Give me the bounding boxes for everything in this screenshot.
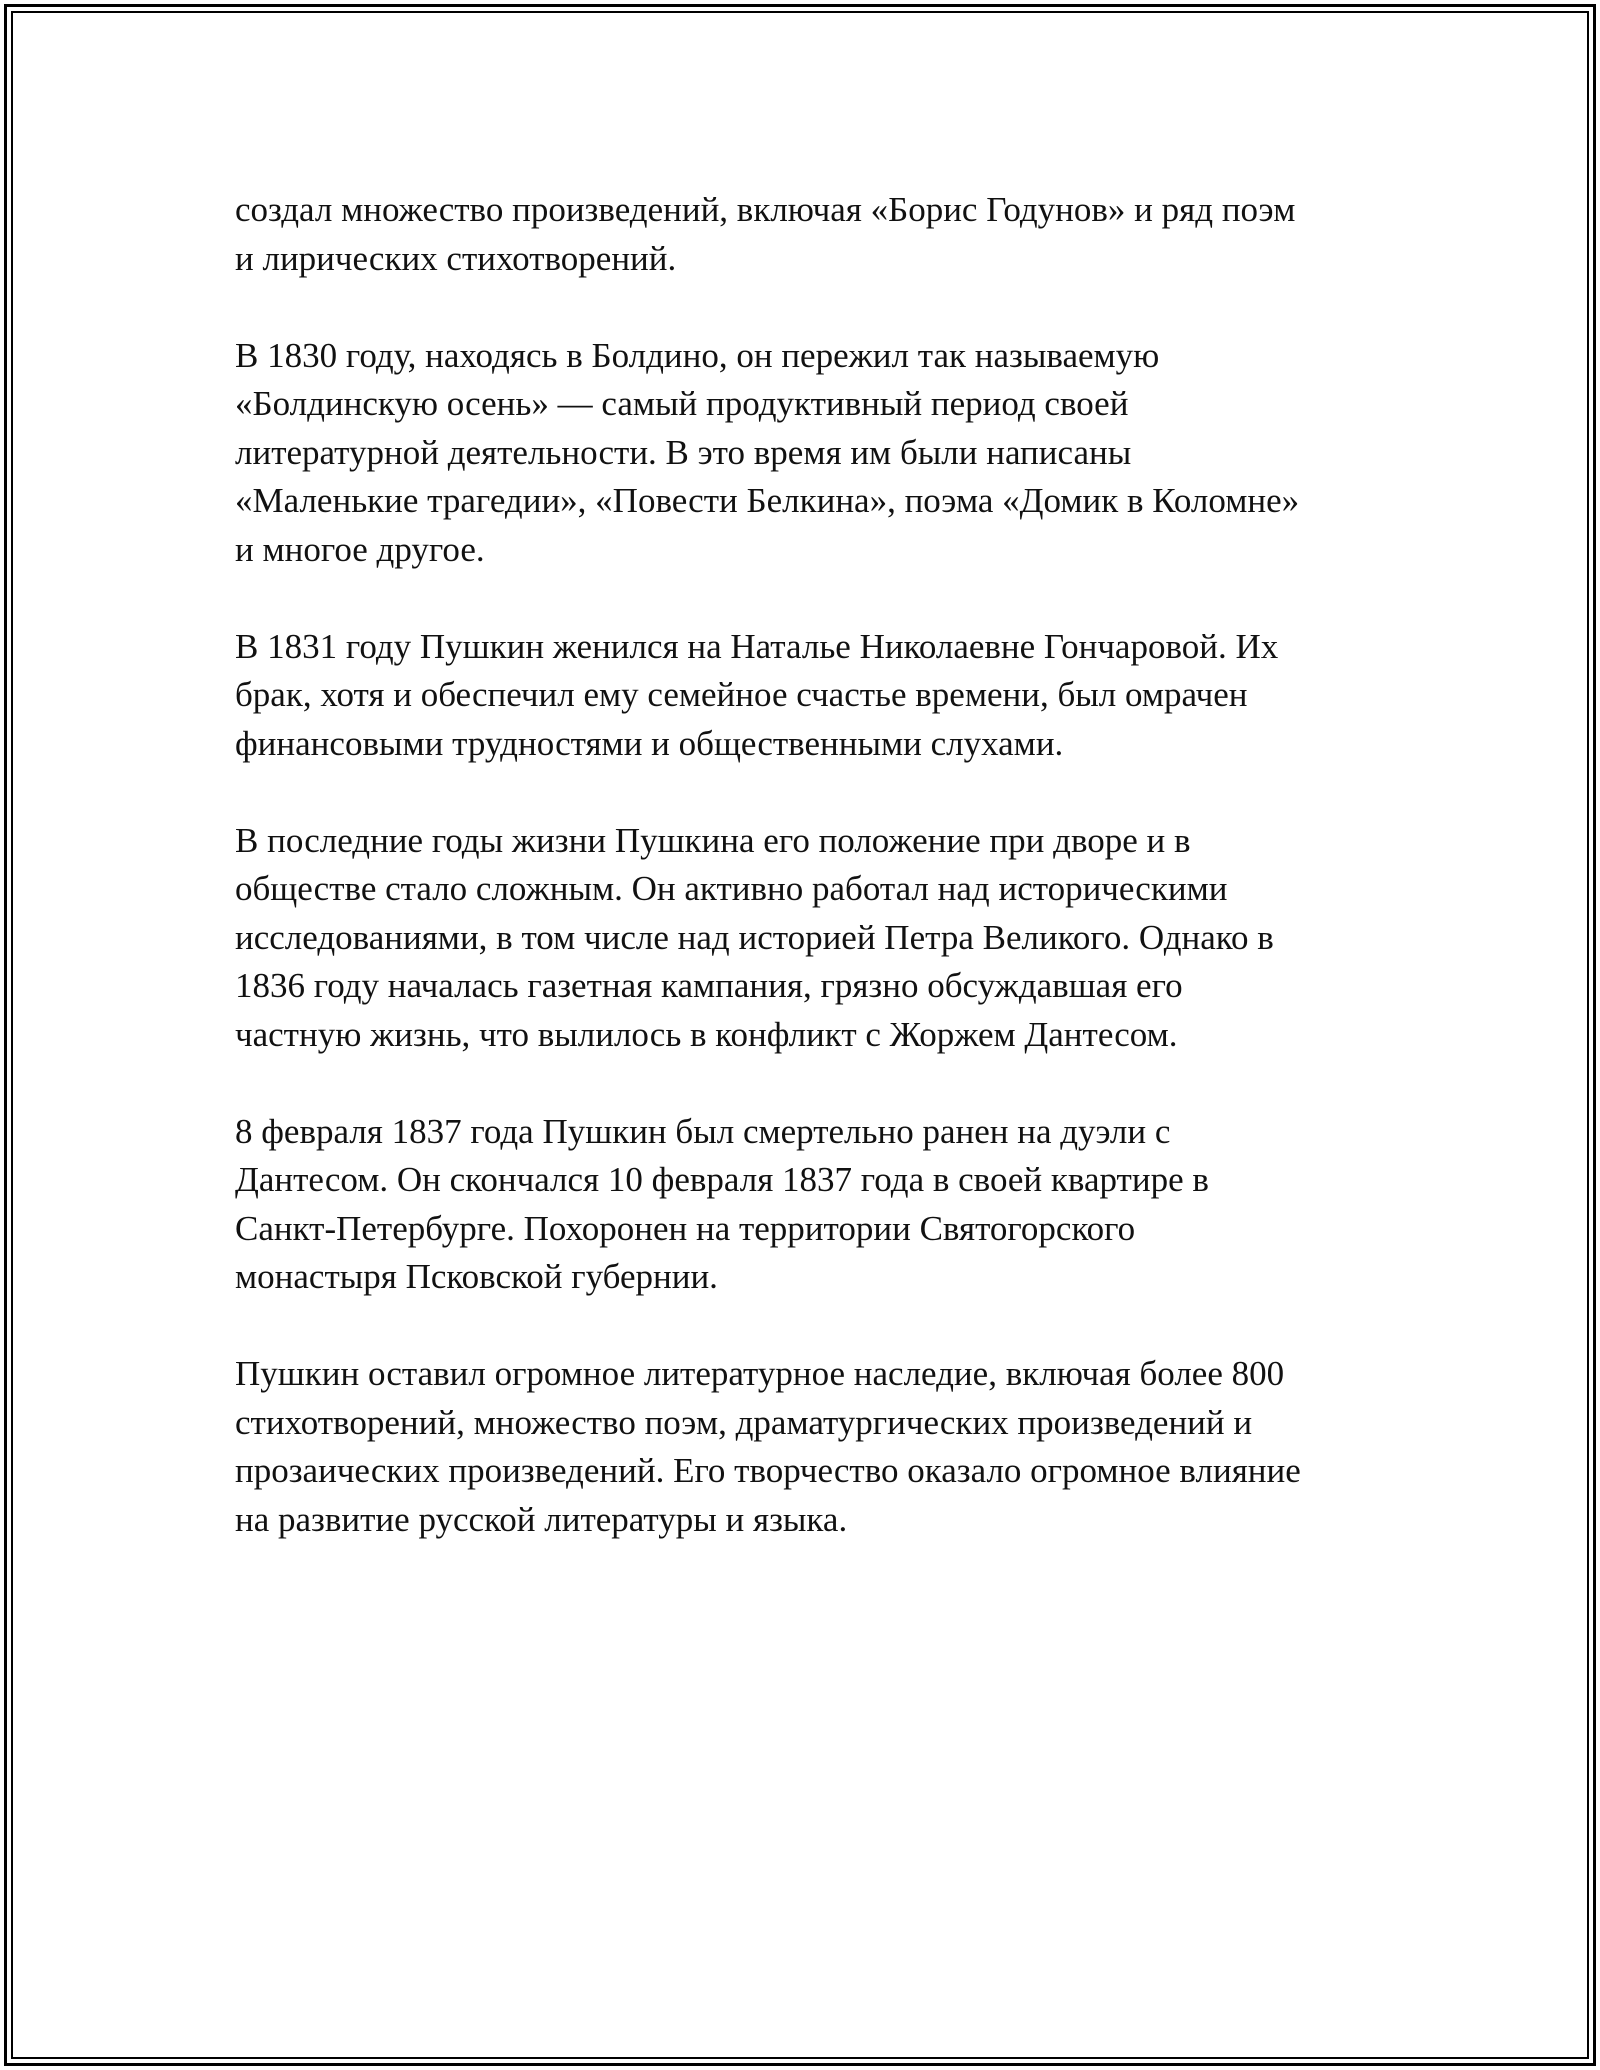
text-line: Пушкин оставил огромное литературное наследие, включая более 800 bbox=[235, 1354, 1285, 1393]
text-line: В 1831 году Пушкин женился на Наталье Николаевне Гончаровой. Их bbox=[235, 626, 1279, 666]
text-line: создал множество произведений, включая «Борис Годунов» и ряд поэм bbox=[235, 190, 1296, 229]
text-line: В 1830 году, находясь в Болдино, он пережил так называемую bbox=[235, 335, 1160, 375]
text-line: литературной деятельности. В это время им были написаны bbox=[235, 432, 1132, 472]
paragraph-2 bbox=[235, 332, 1385, 575]
text-line: частную жизнь, что вылилось в конфликт с Жоржем Дантесом. bbox=[235, 1014, 1178, 1054]
text-line: прозаических произведений. Его творчество оказало огромное влияние bbox=[235, 1451, 1301, 1490]
text-line: Санкт-Петербурге. Похоронен на территории Святогорского bbox=[235, 1208, 1136, 1248]
text-line: обществе стало сложным. Он активно работал над историческими bbox=[235, 869, 1228, 908]
text-line: брак, хотя и обеспечил ему семейное счастье времени, был омрачен bbox=[235, 675, 1248, 714]
paragraph-3 bbox=[235, 623, 1385, 769]
text-line: В последние годы жизни Пушкина его положение при дворе и в bbox=[235, 820, 1191, 860]
text-line: и лирических стихотворений. bbox=[235, 238, 677, 278]
text-line: «Болдинскую осень» — самый продуктивный период своей bbox=[235, 384, 1129, 423]
text-line: финансовыми трудностями и общественными слухами. bbox=[235, 723, 1064, 763]
text-line: исследованиями, в том числе над историей Петра Великого. Однако в bbox=[235, 917, 1274, 957]
text-line: и многое другое. bbox=[235, 529, 485, 569]
paragraph-5 bbox=[235, 1108, 1385, 1302]
text-line: монастыря Псковской губернии. bbox=[235, 1257, 718, 1296]
text-line: на развитие русской литературы и языка. bbox=[235, 1499, 848, 1539]
text-line: «Маленькие трагедии», «Повести Белкина», поэма «Домик в Коломне» bbox=[235, 481, 1300, 520]
paragraph-4 bbox=[235, 817, 1385, 1060]
text-line: стихотворений, множество поэм, драматургических произведений и bbox=[235, 1402, 1253, 1442]
document-body bbox=[235, 186, 1385, 1593]
text-line: 8 февраля 1837 года Пушкин был смертельно ранен на дуэли с bbox=[235, 1111, 1171, 1151]
text-line: 1836 году началась газетная кампания, грязно обсуждавшая его bbox=[235, 966, 1183, 1005]
paragraph-6 bbox=[235, 1350, 1385, 1544]
paragraph-1 bbox=[235, 186, 1385, 283]
text-line: Дантесом. Он скончался 10 февраля 1837 года в своей квартире в bbox=[235, 1160, 1209, 1199]
